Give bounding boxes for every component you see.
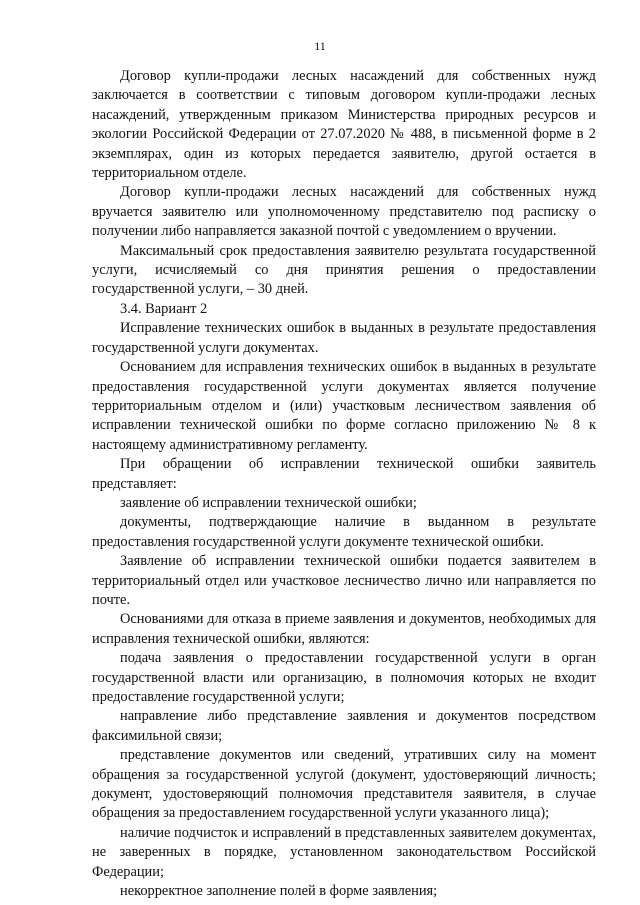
list-item-expired-documents: представление документов или сведений, утративших силу на момент обращения за государственной услугой (документ, удостоверяющий личность; документ, удостоверяющий полномочия представителя заявителя, в случае обращения за предоставлением государственной услуги указанного лица); (92, 747, 596, 822)
paragraph-refusal-grounds: Основаниями для отказа в приеме заявления и документов, необходимых для исправления технической ошибки, являются: (92, 611, 596, 647)
section-heading-variant-2: 3.4. Вариант 2 (120, 300, 208, 317)
paragraph-submission-method: Заявление об исправлении технической ошибки подается заявителем в территориальный отдел или участковое лесничество лично или направляется по почте. (92, 553, 596, 608)
paragraph-error-correction-title: Исправление технических ошибок в выданных в результате предоставления государственной услуги документах. (92, 320, 596, 356)
list-item-incorrect-fields: некорректное заполнение полей в форме заявления; (120, 883, 438, 900)
list-item-wrong-authority: подача заявления о предоставлении государственной услуги в орган государственной власти или организацию, в полномочия которых не входит предоставление государственной услуги; (92, 650, 596, 705)
document-body (92, 67, 596, 901)
paragraph-correction-basis: Основанием для исправления технических ошибок в выданных в результате предоставления государственной услуги документах является получение территориальным отделом и (или) участковым лесничеством заявления об исправлении технической ошибки по форме согласно приложению № 8 к настоящему административному регламенту. (92, 359, 596, 453)
page-number: 11 (314, 39, 326, 53)
paragraph-contract-conclusion: Договор купли-продажи лесных насаждений для собственных нужд заключается в соответствии с типовым договором купли-продажи лесных насаждений, утвержденным приказом Министерства природных ресурсов и экологии Российской Федерации от 27.07.2020 № 488, в письменной форме в 2 экземплярах, один из которых передается заявителю, другой остается в территориальном отделе. (92, 68, 596, 182)
paragraph-max-term: Максимальный срок предоставления заявителю результата государственной услуги, исчисляемый со дня принятия решения о предоставлении государственной услуги, – 30 дней. (92, 242, 596, 298)
list-item-documents: документы, подтверждающие наличие в выданном в результате предоставления государственной услуги документе технической ошибки. (92, 514, 596, 550)
list-item-erasures: наличие подчисток и исправлений в представленных заявителем документах, не заверенных в порядке, установленном законодательством Российской Федерации; (92, 824, 596, 880)
list-item-fax: направление либо представление заявления и документов посредством факсимильной связи; (92, 708, 596, 744)
paragraph-applicant-submits: При обращении об исправлении технической ошибки заявитель представляет: (92, 456, 596, 492)
list-item-application: заявление об исправлении технической ошибки; (120, 494, 417, 511)
paragraph-contract-delivery: Договор купли-продажи лесных насаждений для собственных нужд вручается заявителю или уполномоченному представителю под расписку о получении либо направляется заказной почтой с уведомлением о вручении. (92, 184, 596, 240)
